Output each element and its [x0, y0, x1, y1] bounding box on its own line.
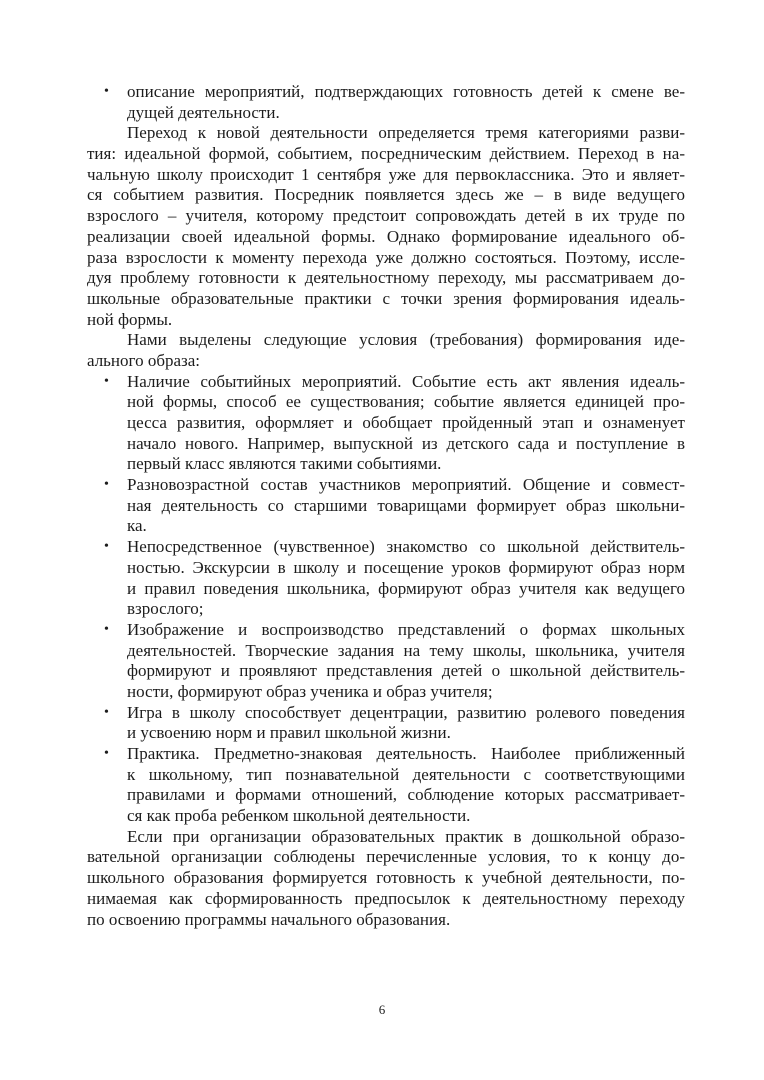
- bullet-item: [87, 703, 685, 744]
- text-line: формируют и проявляют представления детей о школьной действитель-: [127, 661, 685, 681]
- text-line: Разновозрастной состав участников мероприятий. Общение и совмест-: [127, 475, 685, 495]
- text-line: деятельностей. Творческие задания на тему школы, школьника, учителя: [127, 640, 685, 660]
- text-line: Нами выделены следующие условия (требования) формирования иде-: [127, 330, 685, 350]
- text-line: чальную школу происходит 1 сентября уже для первоклассника. Это и являет-: [87, 164, 685, 184]
- text-line: Непосредственное (чувственное) знакомство со школьной действитель-: [127, 537, 685, 557]
- bullet-item: [87, 744, 685, 827]
- text-line: ная деятельность со старшими товарищами формирует образ школьни-: [127, 495, 685, 515]
- text-line: ального образа:: [87, 350, 201, 370]
- text-line: описание мероприятий, подтверждающих готовность детей к смене ве-: [127, 82, 685, 101]
- text-line: Наличие событийных мероприятий. Событие есть акт явления идеаль-: [127, 371, 685, 391]
- bullet-icon: •: [104, 746, 109, 761]
- paragraph: [87, 330, 685, 371]
- text-line: по освоению программы начального образования.: [87, 909, 451, 929]
- bullet-item: [87, 475, 685, 537]
- bullet-icon: •: [104, 373, 109, 389]
- text-line: ностью. Экскурсии в школу и посещение уроков формируют образ норм: [127, 557, 685, 577]
- text-line: правилами и формами отношений, соблюдение которых рассматривает-: [127, 785, 685, 805]
- text-line: тия: идеальной формой, событием, посредническим действием. Переход в на-: [87, 144, 685, 164]
- text-line: реализации своей идеальной формы. Однако формирование идеального об-: [87, 226, 685, 246]
- text-line: дуя проблему готовности к деятельностному переходу, мы рассматриваем до-: [87, 268, 685, 288]
- bullet-icon: •: [104, 477, 109, 493]
- text-line: взрослого;: [127, 599, 204, 619]
- text-line: Игра в школу способствует децентрации, развитию ролевого поведения: [127, 702, 685, 722]
- bullet-icon: •: [104, 539, 109, 555]
- text-line: первый класс являются такими событиями.: [127, 454, 442, 474]
- text-line: цесса развития, оформляет и обобщает пройденный этап и ознаменует: [127, 413, 685, 432]
- paragraph: [87, 827, 685, 930]
- text-line: ной формы.: [87, 309, 173, 329]
- bullet-icon: •: [104, 621, 109, 637]
- text-line: ся как проба ребенком школьной деятельности.: [127, 806, 471, 826]
- text-line: Практика. Предметно-знаковая деятельность. Наиболее приближенный: [127, 744, 685, 763]
- page-number: 6: [378, 1002, 386, 1017]
- text-line: ности, формируют образ ученика и образ учителя;: [127, 681, 493, 701]
- text-line: Изображение и воспроизводство представлений о формах школьных: [127, 619, 685, 639]
- document-body: [87, 82, 685, 930]
- text-line: дущей деятельности.: [127, 102, 280, 122]
- text-line: раза взрослости к моменту перехода уже должно состояться. Поэтому, иссле-: [87, 247, 685, 267]
- text-line: нимаемая как сформированность предпосылок к деятельностному переходу: [87, 888, 685, 908]
- paragraph: [87, 123, 685, 330]
- text-line: к школьному, тип познавательной деятельности с соответствующими: [127, 764, 685, 784]
- text-line: начало нового. Например, выпускной из детского сада и поступление в: [127, 433, 685, 453]
- text-line: ной формы, способ ее существования; событие является единицей про-: [127, 392, 685, 412]
- text-line: ся событием развития. Посредник появляется здесь же – в виде ведущего: [87, 185, 685, 205]
- text-line: и усвоению норм и правил школьной жизни.: [127, 723, 451, 743]
- text-line: взрослого – учителя, которому предстоит сопровождать детей в их труде по: [87, 206, 685, 226]
- text-line: ка.: [127, 516, 147, 536]
- text-line: и правил поведения школьника, формируют образ учителя как ведущего: [127, 578, 685, 598]
- text-line: Переход к новой деятельности определяется тремя категориями разви-: [127, 123, 685, 143]
- text-line: школьного образования формируется готовность к учебной деятельности, по-: [87, 868, 685, 888]
- bullet-icon: •: [104, 704, 109, 720]
- bullet-item: [87, 372, 685, 475]
- text-line: вательной организации соблюдены перечисленные условия, то к концу до-: [87, 847, 685, 867]
- bullet-icon: •: [104, 84, 109, 99]
- bullet-item: [87, 82, 685, 123]
- bullet-item: [87, 620, 685, 703]
- text-line: школьные образовательные практики с точки зрения формирования идеаль-: [87, 288, 685, 308]
- text-line: Если при организации образовательных практик в дошкольной образо-: [127, 826, 685, 846]
- bullet-item: [87, 537, 685, 620]
